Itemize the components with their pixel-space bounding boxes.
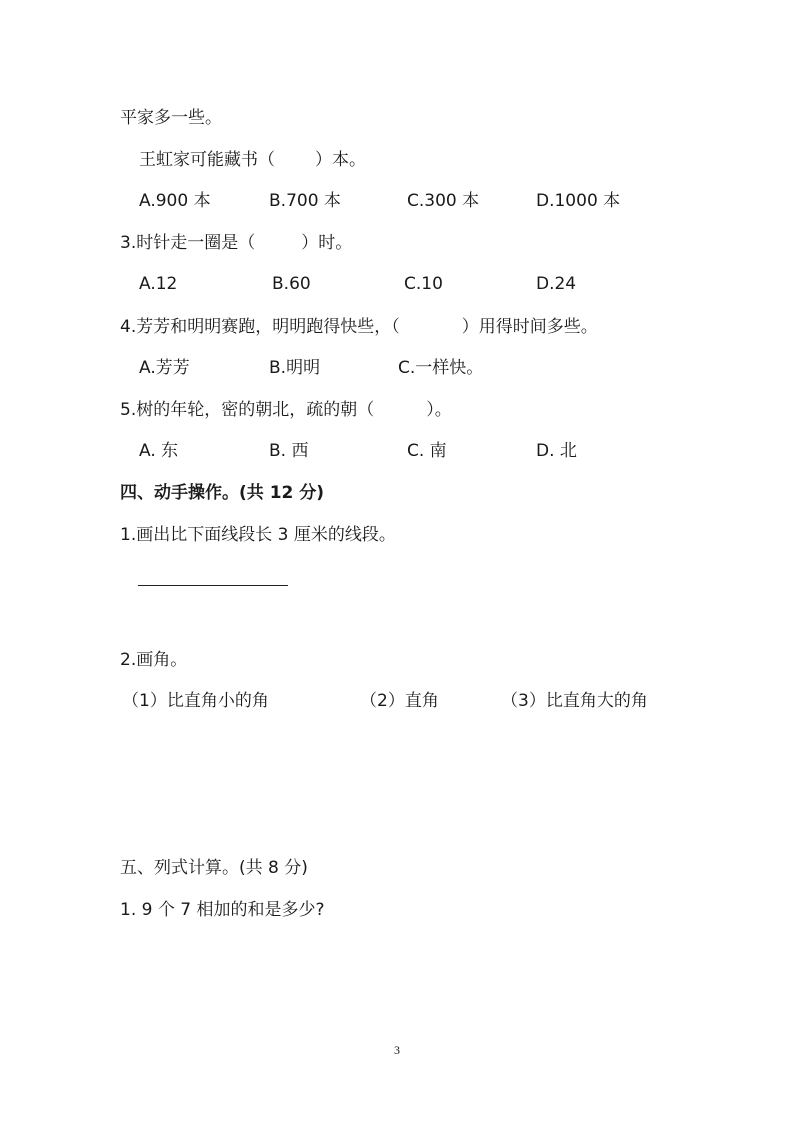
q2-option-b: B.700 本 bbox=[269, 191, 341, 211]
section-4-question-1: 1.画出比下面线段长 3 厘米的线段。 bbox=[120, 525, 396, 545]
q5-option-b: B. 西 bbox=[269, 441, 309, 461]
reference-line-segment bbox=[138, 585, 288, 586]
q2-option-d: D.1000 本 bbox=[536, 191, 621, 211]
section-5-question-1: 1. 9 个 7 相加的和是多少? bbox=[120, 900, 325, 920]
question-5-stem bbox=[120, 398, 452, 422]
q2-option-c: C.300 本 bbox=[407, 191, 480, 211]
question-2-text-b: ）本。 bbox=[315, 150, 366, 170]
q4-option-b: B.明明 bbox=[269, 358, 321, 378]
question-5-text-b: ）。 bbox=[426, 400, 452, 420]
q3-option-b: B.60 bbox=[272, 274, 311, 294]
question-4-text-a: 4.芳芳和明明赛跑，明明跑得快些，（ bbox=[120, 317, 400, 337]
question-2-stem bbox=[139, 148, 366, 172]
question-3-text-a: 3.时针走一圈是（ bbox=[120, 233, 256, 253]
q5-option-c: C. 南 bbox=[407, 441, 447, 461]
q3-option-c: C.10 bbox=[404, 274, 443, 294]
section-4-heading: 四、动手操作。(共 12 分) bbox=[120, 483, 325, 503]
section-5-heading: 五、列式计算。(共 8 分) bbox=[120, 858, 308, 878]
question-4-stem bbox=[120, 315, 598, 339]
question-5-text-a: 5.树的年轮，密的朝北，疏的朝（ bbox=[120, 400, 375, 420]
q5-option-d: D. 北 bbox=[536, 441, 577, 461]
q4-option-a: A.芳芳 bbox=[139, 358, 190, 378]
angle-task-1: （1）比直角小的角 bbox=[122, 691, 269, 711]
q4-option-c: C.一样快。 bbox=[398, 358, 484, 378]
q3-option-d: D.24 bbox=[536, 274, 577, 294]
question-3-stem bbox=[120, 231, 352, 255]
angle-task-3: （3）比直角大的角 bbox=[501, 691, 648, 711]
section-4-question-2: 2.画角。 bbox=[120, 650, 188, 670]
question-3-text-b: ）时。 bbox=[301, 233, 353, 253]
question-4-text-b: ）用得时间多些。 bbox=[461, 317, 598, 337]
angle-task-2: （2）直角 bbox=[360, 691, 439, 711]
page-number: 3 bbox=[394, 1043, 400, 1057]
q5-option-a: A. 东 bbox=[139, 441, 179, 461]
text-line-continuation: 平家多一些。 bbox=[120, 108, 222, 128]
q2-option-a: A.900 本 bbox=[139, 191, 211, 211]
question-2-text-a: 王虹家可能藏书（ bbox=[139, 150, 275, 170]
q3-option-a: A.12 bbox=[139, 274, 178, 294]
